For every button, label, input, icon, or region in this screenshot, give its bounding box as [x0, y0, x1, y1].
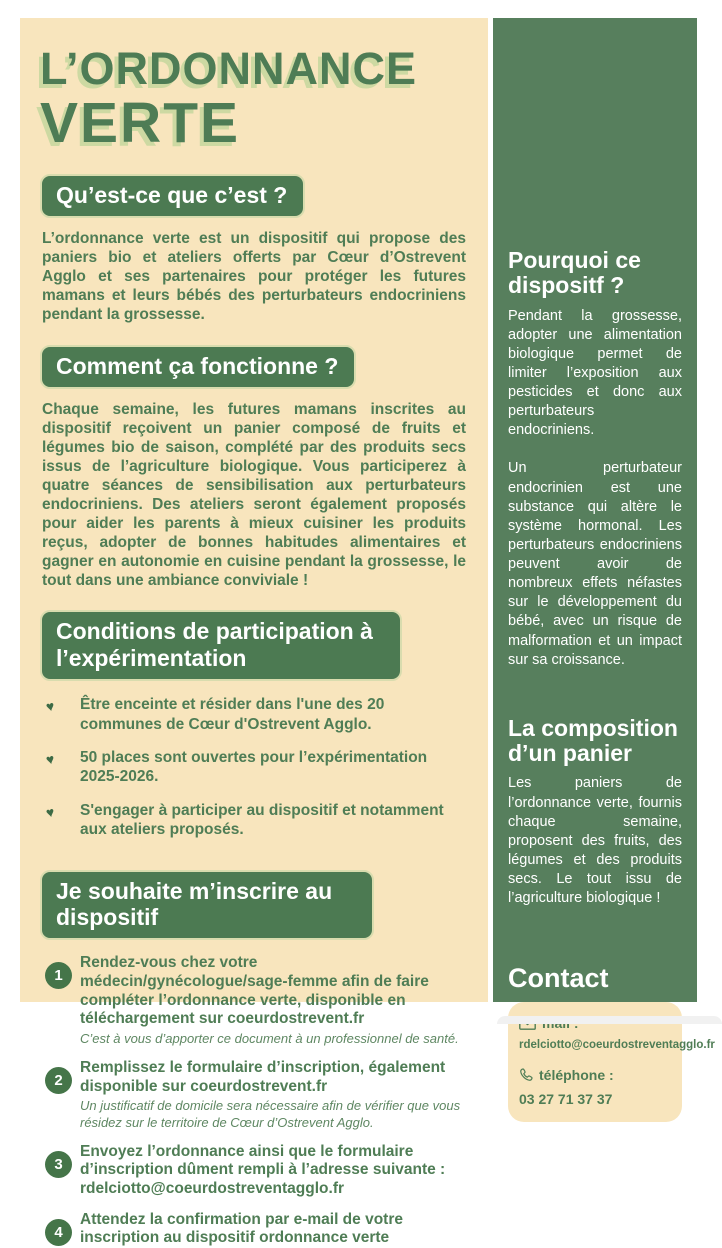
sidebar — [493, 18, 715, 1107]
list-item — [40, 695, 468, 734]
step-number-badge: 3 — [45, 1151, 72, 1178]
list-item — [40, 748, 468, 787]
step-text: Remplissez le formulaire d’inscription, également disponible sur coeurdostrevent.fr — [80, 1059, 446, 1095]
phone-label: téléphone : — [539, 1067, 614, 1083]
heart-icon: ♥ — [44, 697, 56, 716]
step-item — [40, 1143, 468, 1199]
step-text: Attendez la confirmation par e-mail de votre inscription au dispositif ordonnance verte — [80, 1210, 403, 1247]
register-steps — [40, 954, 468, 1247]
page-title — [40, 43, 468, 155]
sidebar-heading-basket: La composition d’un panier — [508, 714, 678, 767]
list-item — [40, 801, 468, 840]
step-item — [40, 954, 468, 1047]
step-note: Un justificatif de domicile sera nécessaire afin de vérifier que vous résidez sur le territoire de Cœur d’Ostrevent Agglo. — [80, 1098, 461, 1130]
section-body-what: L’ordonnance verte est un dispositif qui propose des paniers bio et ateliers offerts par Cœur d’Ostrevent Agglo et ses partenaires pour protéger les futures mamans et leurs bébés des perturbateurs endocriniens pendant la grossesse. — [42, 230, 466, 324]
sidebar-why-para2: Un perturbateur endocrinien est une substance qui altère le système hormonal. Les perturbateurs endocriniens peuvent avoir de nombreux effets néfastes sur le développement du bébé, avec un risque de malformation et un impact sur sa croissance. — [508, 460, 682, 668]
sidebar-why-para1: Pendant la grossesse, adopter une alimentation biologique permet de limiter l’exposition aux pesticides et donc aux perturbateurs endocriniens. — [508, 307, 682, 439]
heart-icon: ♥ — [44, 750, 56, 768]
section-heading-register: Je souhaite m’inscrire au dispositif — [40, 870, 374, 941]
step-number-badge: 1 — [45, 962, 72, 989]
spacer — [519, 1051, 671, 1067]
page-title-line2: VERTE — [40, 91, 241, 155]
condition-text: 50 places sont ouvertes pour l’expérimentation 2025-2026. — [80, 749, 428, 786]
step-text: Rendez-vous chez votre médecin/gynécologue/sage-femme afin de faire compléter l’ordonnance verte, disponible en téléchargement sur coeurdostrevent.fr — [80, 954, 429, 1028]
phone-row — [519, 1067, 671, 1083]
condition-text: S'engager à participer au dispositif et notamment aux ateliers proposés. — [80, 801, 444, 839]
section-heading-how: Comment ça fonctionne ? — [40, 345, 356, 389]
step-text-block — [80, 954, 468, 1047]
step-text: Envoyez l’ordonnance ainsi que le formulaire d’inscription dûment rempli à l’adresse suivante : rdelciotto@coeurdostreventagglo.fr — [80, 1142, 446, 1197]
section-heading-what: Qu’est-ce que c’est ? — [40, 174, 305, 218]
next-page-edge — [497, 1016, 722, 1024]
step-number-badge: 4 — [45, 1219, 72, 1246]
mail-value: rdelciotto@coeurdostreventagglo.fr — [519, 1039, 715, 1051]
step-item — [40, 1211, 468, 1248]
section-body-how: Chaque semaine, les futures mamans inscrites au dispositif reçoivent un panier composé de fruits et légumes bio de saison, complété par des produits secs issus de l’agriculture biologique. Vous participerez à quatre séances de sensibilisation aux perturbateurs endocriniens. Des ateliers seront également proposés pour aider les parents à mieux cuisiner les produits reçus, adopter de bonnes habitudes alimentaires et gagner en autonomie en cuisine pendant la grossesse, le tout dans une ambiance conviviale ! — [42, 401, 466, 589]
phone-value: 03 27 71 37 37 — [519, 1091, 613, 1107]
step-item — [40, 1059, 468, 1131]
step-text-block — [80, 1143, 468, 1199]
heart-icon: ♥ — [44, 803, 56, 821]
sidebar-basket-body: Les paniers de l’ordonnance verte, fournis chaque semaine, proposent des fruits, des légumes et des produits secs. Le tout issu de l’agriculture biologique ! — [508, 775, 682, 907]
main-column — [20, 18, 488, 1247]
step-text-block — [80, 1211, 468, 1248]
sidebar-heading-contact: Contact — [508, 963, 609, 994]
step-number-badge: 2 — [45, 1067, 72, 1094]
page-title-line1: L’ORDONNANCE — [40, 43, 418, 94]
phone-handset-icon — [519, 1068, 533, 1082]
step-text-block — [80, 1059, 468, 1131]
step-note: C’est à vous d’apporter ce document à un professionnel de santé. — [80, 1030, 459, 1046]
section-heading-conditions: Conditions de participation à l’expérimentation — [40, 610, 402, 681]
conditions-list — [40, 695, 468, 839]
condition-text: Être enceinte et résider dans l'une des 20 communes de Cœur d'Ostrevent Agglo. — [80, 696, 385, 733]
sidebar-heading-why: Pourquoi ce dispositf ? — [508, 247, 641, 299]
